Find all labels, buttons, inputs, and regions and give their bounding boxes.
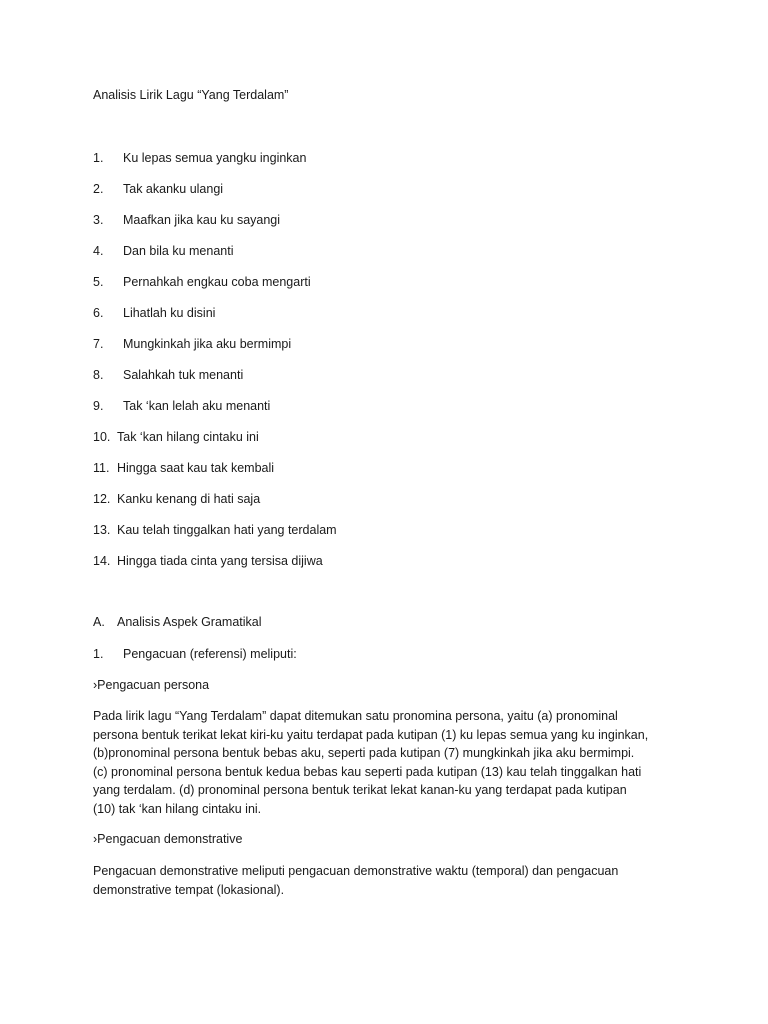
- subsection-label: Pengacuan (referensi) meliputi:: [123, 647, 297, 661]
- item-text: Maafkan jika kau ku sayangi: [123, 213, 281, 227]
- demonstrative-heading: ›Pengacuan demonstrative: [93, 832, 243, 846]
- item-text: Dan bila ku menanti: [123, 244, 234, 258]
- item-number: 4.: [93, 244, 104, 258]
- item-text: Hingga tiada cinta yang tersisa dijiwa: [117, 554, 323, 568]
- item-text: Mungkinkah jika aku bermimpi: [123, 337, 292, 351]
- item-number: 12.: [93, 492, 111, 506]
- list-item: [93, 398, 337, 429]
- item-number: 6.: [93, 306, 104, 320]
- item-text: Tak ‘kan lelah aku menanti: [123, 399, 271, 413]
- item-number: 8.: [93, 368, 104, 382]
- list-item: [93, 150, 337, 181]
- list-item: [93, 181, 337, 212]
- list-item: [93, 553, 337, 584]
- paragraph-line: yang terdalam. (d) pronominal persona bentuk terikat lekat kanan-ku yang terdapat pada kutipan: [93, 783, 627, 797]
- item-text: Salahkah tuk menanti: [123, 368, 244, 382]
- persona-heading: ›Pengacuan persona: [93, 678, 210, 692]
- document-title: Analisis Lirik Lagu “Yang Terdalam”: [93, 88, 289, 102]
- item-number: 13.: [93, 523, 111, 537]
- item-number: 2.: [93, 182, 104, 196]
- paragraph-line: (b)pronominal persona bentuk bebas aku, seperti pada kutipan (7) mungkinkah jika aku bermimpi.: [93, 746, 635, 760]
- paragraph-line: Pada lirik lagu “Yang Terdalam” dapat ditemukan satu pronomina persona, yaitu (a) pronominal: [93, 709, 618, 723]
- item-number: 10.: [93, 430, 111, 444]
- item-number: 14.: [93, 554, 111, 568]
- demonstrative-paragraph: [93, 862, 683, 899]
- item-text: Pernahkah engkau coba mengarti: [123, 275, 311, 289]
- list-item: [93, 243, 337, 274]
- item-number: 1.: [93, 151, 104, 165]
- item-text: Ku lepas semua yangku inginkan: [123, 151, 307, 165]
- subsection-number: 1.: [93, 647, 104, 661]
- persona-paragraph: [93, 707, 683, 818]
- item-number: 9.: [93, 399, 104, 413]
- list-item: [93, 522, 337, 553]
- item-text: Tak ‘kan hilang cintaku ini: [117, 430, 259, 444]
- item-number: 11.: [93, 461, 110, 475]
- list-item: [93, 460, 337, 491]
- item-number: 3.: [93, 213, 104, 227]
- lyrics-list: [93, 150, 337, 584]
- subsection-heading: [93, 646, 297, 662]
- item-text: Kanku kenang di hati saja: [117, 492, 261, 506]
- paragraph-line: demonstrative tempat (lokasional).: [93, 882, 285, 897]
- paragraph-line: persona bentuk terikat lekat kiri-ku yaitu terdapat pada kutipan (1) ku lepas semua yang ku inginkan,: [93, 727, 649, 742]
- list-item: [93, 274, 337, 305]
- list-item: [93, 429, 337, 460]
- list-item: [93, 305, 337, 336]
- list-item: [93, 212, 337, 243]
- section-label: Analisis Aspek Gramatikal: [117, 615, 262, 629]
- section-heading: [93, 614, 262, 630]
- list-item: [93, 367, 337, 398]
- item-text: Lihatlah ku disini: [123, 306, 216, 320]
- item-text: Hingga saat kau tak kembali: [117, 461, 275, 475]
- paragraph-line: (10) tak ‘kan hilang cintaku ini.: [93, 801, 262, 816]
- item-number: 5.: [93, 275, 104, 289]
- section-letter: A.: [93, 615, 105, 629]
- paragraph-line: Pengacuan demonstrative meliputi pengacuan demonstrative waktu (temporal) dan pengacuan: [93, 864, 619, 878]
- item-text: Kau telah tinggalkan hati yang terdalam: [117, 523, 337, 537]
- paragraph-line: (c) pronominal persona bentuk kedua bebas kau seperti pada kutipan (13) kau telah tinggalkan hati: [93, 764, 642, 779]
- item-text: Tak akanku ulangi: [123, 182, 224, 196]
- item-number: 7.: [93, 337, 104, 351]
- list-item: [93, 336, 337, 367]
- list-item: [93, 491, 337, 522]
